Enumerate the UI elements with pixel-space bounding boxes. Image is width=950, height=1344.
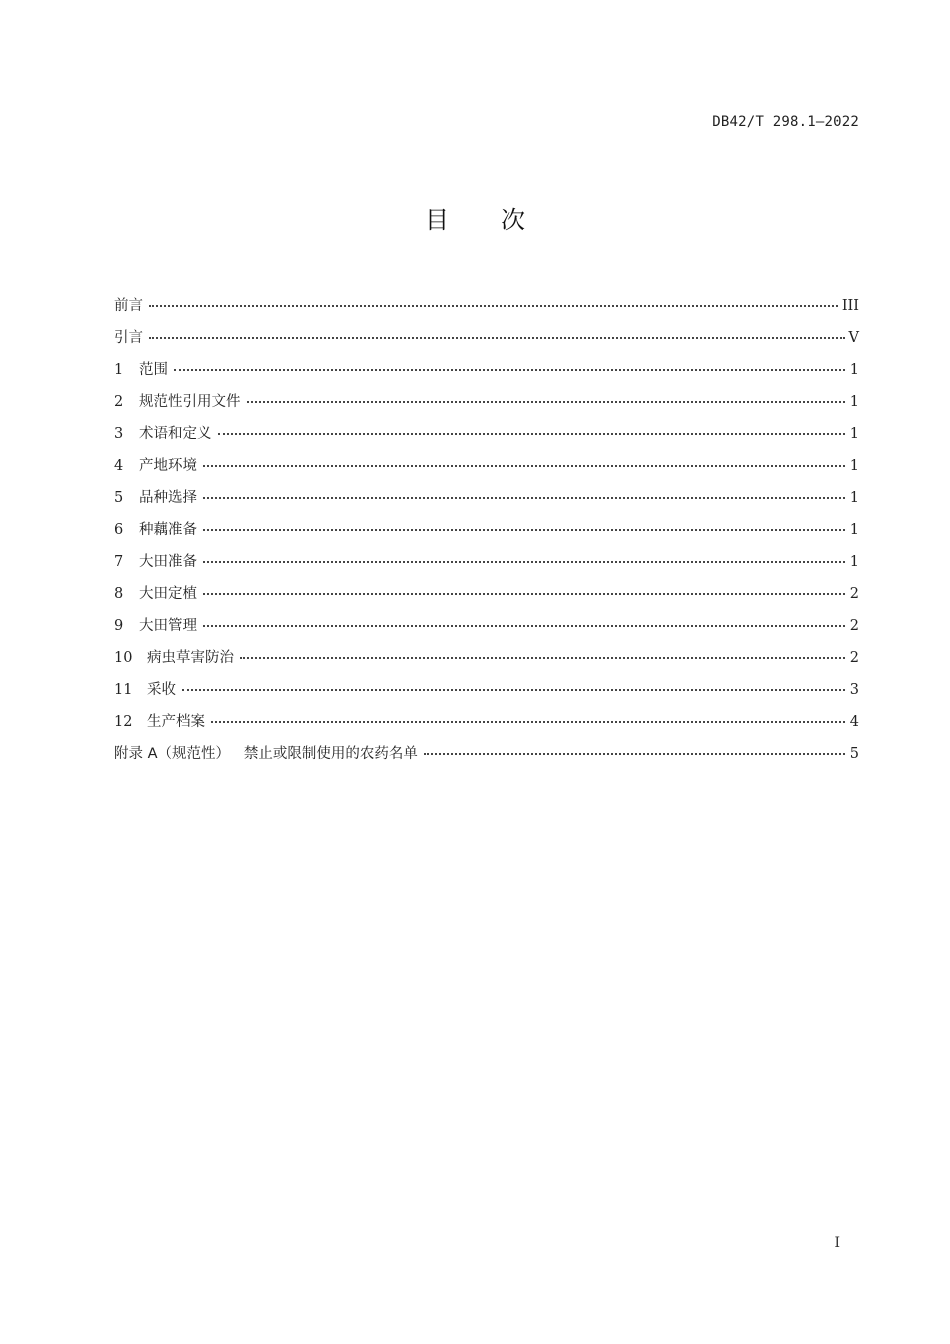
toc-entry-12[interactable] [114, 700, 859, 732]
toc-entry-page: 1 [849, 490, 859, 506]
toc-entry-text: 引言 [114, 330, 143, 346]
dot-leader [247, 400, 846, 403]
toc-entry-number: 4 [114, 458, 124, 474]
toc-entry-number: 6 [114, 522, 124, 538]
toc-entry-5[interactable] [114, 476, 859, 508]
toc-list [114, 284, 859, 764]
toc-entry-number: 2 [114, 394, 124, 410]
dot-leader [211, 720, 845, 723]
title-char-2: 次 [501, 206, 525, 234]
dot-leader [174, 368, 845, 371]
dot-leader [203, 464, 845, 467]
toc-entry-page: 1 [849, 362, 859, 378]
toc-entry-page: 3 [849, 682, 859, 698]
toc-entry-3[interactable] [114, 412, 859, 444]
toc-entry-page: 1 [849, 426, 859, 442]
document-code: DB42/T 298.1—2022 [712, 114, 859, 130]
toc-entry-number: 8 [114, 586, 124, 602]
toc-entry-page: 2 [849, 586, 859, 602]
dot-leader [203, 560, 845, 563]
toc-entry-8[interactable] [114, 572, 859, 604]
toc-entry-number: 7 [114, 554, 124, 570]
toc-entry-text: 前言 [114, 298, 143, 314]
dot-leader [149, 336, 845, 339]
toc-entry-text: 大田准备 [139, 554, 197, 570]
toc-entry-page: 1 [849, 522, 859, 538]
toc-entry-number: 9 [114, 618, 124, 634]
toc-entry-number: 5 [114, 490, 124, 506]
toc-entry-text: 附录 A（规范性） 禁止或限制使用的农药名单 [114, 746, 418, 762]
page-number: I [834, 1235, 840, 1251]
toc-entry-2[interactable] [114, 380, 859, 412]
toc-entry-number: 11 [114, 682, 133, 698]
toc-entry-1[interactable] [114, 348, 859, 380]
dot-leader [203, 496, 845, 499]
toc-entry-page: V [848, 330, 859, 346]
dot-leader [203, 592, 845, 595]
toc-entry-introduction[interactable] [114, 316, 859, 348]
dot-leader [203, 528, 845, 531]
toc-entry-page: III [841, 298, 859, 314]
toc-entry-text: 产地环境 [139, 458, 197, 474]
toc-entry-11[interactable] [114, 668, 859, 700]
toc-entry-9[interactable] [114, 604, 859, 636]
toc-entry-number: 3 [114, 426, 124, 442]
page-title [0, 200, 950, 235]
toc-entry-page: 4 [849, 714, 859, 730]
dot-leader [218, 432, 846, 435]
toc-entry-text: 采收 [147, 682, 176, 698]
toc-entry-text: 范围 [139, 362, 168, 378]
toc-entry-text: 术语和定义 [139, 426, 212, 442]
toc-entry-appendix-a[interactable] [114, 732, 859, 764]
toc-entry-text: 种藕准备 [139, 522, 197, 538]
toc-entry-page: 5 [849, 746, 859, 762]
toc-entry-4[interactable] [114, 444, 859, 476]
toc-entry-page: 1 [849, 458, 859, 474]
toc-entry-number: 12 [114, 714, 133, 730]
dot-leader [424, 752, 845, 755]
toc-entry-page: 1 [849, 554, 859, 570]
dot-leader [203, 624, 845, 627]
dot-leader [240, 656, 845, 659]
toc-entry-6[interactable] [114, 508, 859, 540]
toc-entry-number: 1 [114, 362, 124, 378]
toc-entry-page: 1 [849, 394, 859, 410]
toc-entry-7[interactable] [114, 540, 859, 572]
dot-leader [149, 304, 838, 307]
toc-entry-text: 大田定植 [139, 586, 197, 602]
toc-entry-page: 2 [849, 650, 859, 666]
toc-entry-page: 2 [849, 618, 859, 634]
toc-entry-number: 10 [114, 650, 133, 666]
dot-leader [182, 688, 845, 691]
toc-entry-text: 病虫草害防治 [147, 650, 234, 666]
toc-entry-10[interactable] [114, 636, 859, 668]
toc-entry-foreword[interactable] [114, 284, 859, 316]
toc-entry-text: 规范性引用文件 [139, 394, 241, 410]
toc-entry-text: 生产档案 [147, 714, 205, 730]
toc-entry-text: 品种选择 [139, 490, 197, 506]
title-char-1: 目 [425, 206, 449, 234]
toc-entry-text: 大田管理 [139, 618, 197, 634]
